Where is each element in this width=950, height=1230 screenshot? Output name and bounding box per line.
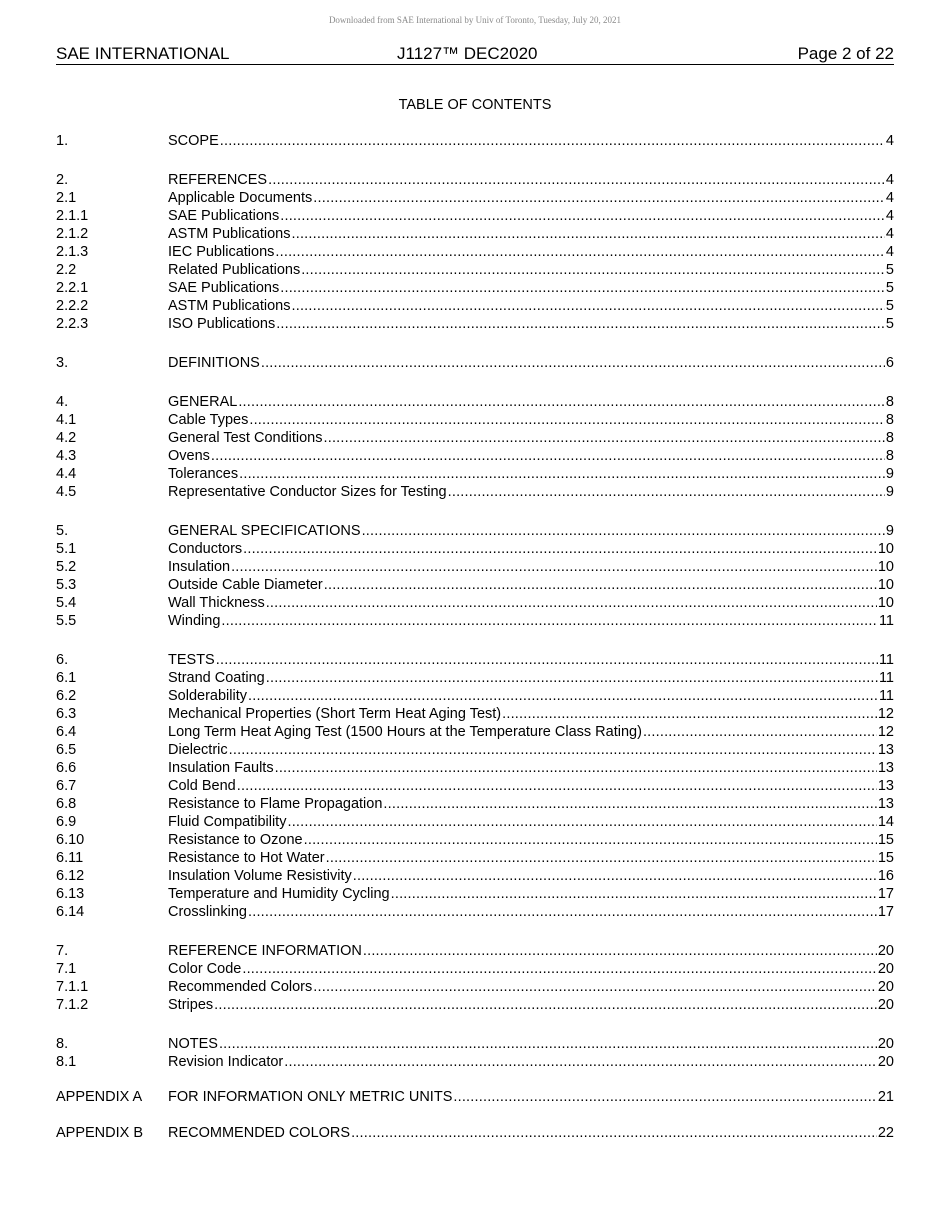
toc-entry-line	[168, 978, 894, 996]
toc-dot-leader	[324, 576, 877, 594]
toc-entry-number: 4.4	[56, 466, 77, 482]
toc-dot-leader	[248, 687, 878, 705]
toc-entry-line	[168, 297, 894, 315]
toc-entry	[56, 540, 894, 558]
toc-entry-number: APPENDIX B	[56, 1125, 144, 1141]
toc-entry-page: 22	[877, 1125, 894, 1141]
toc-entry-page: 8	[885, 430, 894, 446]
toc-entry-title: Tolerances	[168, 466, 239, 482]
toc-entry-title: SCOPE	[168, 133, 219, 149]
toc-entry	[56, 687, 894, 705]
toc-dot-leader	[231, 558, 877, 576]
toc-entry-number: 6.14	[56, 904, 85, 920]
toc-entry-page: 15	[877, 850, 894, 866]
toc-entry-number: 6.	[56, 652, 69, 668]
toc-entry-number: 5.1	[56, 541, 77, 557]
toc-dot-leader	[351, 1124, 877, 1142]
toc-entry-page: 5	[885, 262, 894, 278]
toc-entry	[56, 777, 894, 795]
toc-entry-line	[168, 795, 894, 813]
toc-dot-leader	[313, 978, 877, 996]
toc-entry	[56, 558, 894, 576]
toc-dot-leader	[643, 723, 877, 741]
toc-dot-leader	[238, 393, 885, 411]
toc-entry-title: Outside Cable Diameter	[168, 577, 323, 593]
toc-entry-title: Recommended Colors	[168, 979, 313, 995]
toc-entry-number: 4.5	[56, 484, 77, 500]
toc-entry-line	[168, 849, 894, 867]
toc-entry-line	[168, 759, 894, 777]
toc-dot-leader	[214, 996, 877, 1014]
toc-entry-line	[168, 723, 894, 741]
toc-entry-line	[168, 225, 894, 243]
toc-entry-title: Conductors	[168, 541, 243, 557]
toc-entry-line	[168, 447, 894, 465]
toc-entry	[56, 522, 894, 540]
toc-entry	[56, 795, 894, 813]
toc-entry	[56, 594, 894, 612]
toc-dot-leader	[220, 132, 885, 150]
toc-entry-number: 2.2.2	[56, 298, 89, 314]
toc-entry-title: Color Code	[168, 961, 242, 977]
toc-entry-page: 4	[885, 133, 894, 149]
toc-dot-leader	[248, 903, 877, 921]
toc-dot-leader	[243, 540, 877, 558]
toc-entry-title: FOR INFORMATION ONLY METRIC UNITS	[168, 1089, 453, 1105]
toc-entry	[56, 705, 894, 723]
toc-entry	[56, 612, 894, 630]
toc-entry-page: 6	[885, 355, 894, 371]
toc-entry-line	[168, 669, 894, 687]
toc-entry-page: 10	[877, 577, 894, 593]
toc-entry-title: GENERAL	[168, 394, 238, 410]
toc-entry	[56, 978, 894, 996]
toc-entry-page: 10	[877, 559, 894, 575]
toc-dot-leader	[216, 651, 878, 669]
toc-entry	[56, 315, 894, 333]
toc-entry-line	[168, 741, 894, 759]
toc-entry-number: APPENDIX A	[56, 1089, 143, 1105]
toc-entry-line	[168, 315, 894, 333]
toc-entry-line	[168, 354, 894, 372]
toc-entry-page: 11	[878, 670, 894, 686]
toc-dot-leader	[266, 594, 877, 612]
toc-dot-leader	[242, 960, 877, 978]
toc-entry-page: 11	[878, 688, 894, 704]
toc-entry-line	[168, 1124, 894, 1142]
toc-entry-title: Fluid Compatibility	[168, 814, 287, 830]
toc-entry-title: Dielectric	[168, 742, 228, 758]
toc-entry	[56, 903, 894, 921]
toc-entry-line	[168, 867, 894, 885]
toc-entry	[56, 867, 894, 885]
toc-dot-leader	[362, 522, 885, 540]
toc-entry	[56, 243, 894, 261]
toc-entry-title: Resistance to Hot Water	[168, 850, 325, 866]
toc-entry-line	[168, 831, 894, 849]
toc-entry-number: 2.2	[56, 262, 77, 278]
toc-dot-leader	[239, 465, 885, 483]
toc-entry-line	[168, 171, 894, 189]
toc-entry-number: 7.	[56, 943, 69, 959]
toc-entry	[56, 942, 894, 960]
toc-dot-leader	[292, 225, 885, 243]
toc-entry-line	[168, 1035, 894, 1053]
header-organization: SAE INTERNATIONAL	[56, 44, 230, 63]
toc-entry	[56, 483, 894, 501]
toc-entry-line	[168, 393, 894, 411]
toc-dot-leader	[292, 297, 885, 315]
toc-entry-page: 4	[885, 226, 894, 242]
toc-entry-page: 11	[878, 652, 894, 668]
toc-entry	[56, 207, 894, 225]
toc-entry-page: 13	[877, 742, 894, 758]
toc-dot-leader	[219, 1035, 877, 1053]
toc-entry-number: 2.1	[56, 190, 77, 206]
toc-entry-title: TESTS	[168, 652, 215, 668]
toc-entry-line	[168, 960, 894, 978]
toc-entry-title: Cold Bend	[168, 778, 236, 794]
toc-entry	[56, 996, 894, 1014]
toc-dot-leader	[211, 447, 885, 465]
toc-entry-title: Wall Thickness	[168, 595, 265, 611]
toc-entry-number: 5.3	[56, 577, 77, 593]
toc-entry	[56, 831, 894, 849]
toc-entry-line	[168, 189, 894, 207]
toc-entry	[56, 393, 894, 411]
table-of-contents	[56, 132, 894, 1142]
toc-entry-title: Winding	[168, 613, 221, 629]
toc-entry-number: 6.10	[56, 832, 85, 848]
toc-entry-page: 14	[877, 814, 894, 830]
toc-entry-title: Temperature and Humidity Cycling	[168, 886, 390, 902]
toc-dot-leader	[453, 1088, 876, 1106]
toc-entry-page: 9	[885, 466, 894, 482]
toc-entry-line	[168, 996, 894, 1014]
toc-entry	[56, 171, 894, 189]
toc-entry-title: ISO Publications	[168, 316, 276, 332]
toc-entry-line	[168, 465, 894, 483]
toc-entry-page: 20	[877, 979, 894, 995]
toc-entry	[56, 576, 894, 594]
toc-entry-number: 5.4	[56, 595, 77, 611]
toc-entry-page: 10	[877, 541, 894, 557]
toc-entry	[56, 411, 894, 429]
toc-entry	[56, 651, 894, 669]
toc-dot-leader	[284, 1053, 877, 1071]
toc-entry-title: Revision Indicator	[168, 1054, 284, 1070]
toc-dot-leader	[287, 813, 876, 831]
toc-entry-line	[168, 885, 894, 903]
toc-entry	[56, 723, 894, 741]
toc-entry-page: 17	[877, 886, 894, 902]
toc-entry-page: 5	[885, 280, 894, 296]
toc-entry-page: 13	[877, 796, 894, 812]
toc-entry-title: Related Publications	[168, 262, 301, 278]
toc-entry	[56, 813, 894, 831]
toc-entry-line	[168, 261, 894, 279]
toc-entry-page: 12	[877, 706, 894, 722]
toc-entry-line	[168, 483, 894, 501]
toc-entry-number: 4.2	[56, 430, 77, 446]
header-document-id: J1127™ DEC2020	[397, 44, 538, 63]
toc-entry-title: Ovens	[168, 448, 210, 464]
toc-dot-leader	[301, 261, 885, 279]
toc-entry-line	[168, 132, 894, 150]
toc-entry-number: 6.8	[56, 796, 77, 812]
toc-entry	[56, 1035, 894, 1053]
toc-entry-title: Stripes	[168, 997, 214, 1013]
toc-entry	[56, 354, 894, 372]
toc-entry-page: 20	[877, 943, 894, 959]
toc-entry	[56, 1088, 894, 1106]
toc-dot-leader	[502, 705, 877, 723]
toc-entry-title: Insulation Faults	[168, 760, 274, 776]
toc-dot-leader	[266, 669, 878, 687]
toc-entry-number: 3.	[56, 355, 69, 371]
toc-dot-leader	[275, 759, 877, 777]
toc-entry-title: SAE Publications	[168, 208, 280, 224]
toc-entry-title: REFERENCE INFORMATION	[168, 943, 362, 959]
toc-dot-leader	[237, 777, 877, 795]
toc-entry-page: 11	[878, 613, 894, 629]
toc-entry-page: 21	[877, 1089, 894, 1105]
toc-entry	[56, 465, 894, 483]
toc-dot-leader	[261, 354, 885, 372]
toc-entry-page: 13	[877, 778, 894, 794]
toc-entry-number: 6.6	[56, 760, 77, 776]
toc-entry-page: 8	[885, 448, 894, 464]
toc-entry	[56, 261, 894, 279]
toc-entry-number: 6.13	[56, 886, 85, 902]
toc-entry-page: 13	[877, 760, 894, 776]
toc-entry-number: 4.	[56, 394, 69, 410]
toc-entry-line	[168, 411, 894, 429]
toc-entry	[56, 297, 894, 315]
toc-dot-leader	[229, 741, 877, 759]
toc-entry-number: 8.	[56, 1036, 69, 1052]
toc-dot-leader	[313, 189, 885, 207]
toc-entry-number: 4.3	[56, 448, 77, 464]
toc-entry-line	[168, 540, 894, 558]
toc-entry-line	[168, 1088, 894, 1106]
toc-entry	[56, 759, 894, 777]
toc-entry-number: 5.	[56, 523, 69, 539]
toc-entry-title: Insulation	[168, 559, 231, 575]
toc-entry-line	[168, 522, 894, 540]
toc-entry-title: Resistance to Ozone	[168, 832, 303, 848]
toc-entry-line	[168, 687, 894, 705]
toc-dot-leader	[391, 885, 877, 903]
toc-dot-leader	[275, 243, 885, 261]
toc-entry-line	[168, 558, 894, 576]
toc-entry-line	[168, 651, 894, 669]
toc-entry-number: 2.2.1	[56, 280, 89, 296]
toc-entry-title: ASTM Publications	[168, 226, 291, 242]
toc-entry-title: Long Term Heat Aging Test (1500 Hours at the Temperature Class Rating)	[168, 724, 642, 740]
toc-entry-title: ASTM Publications	[168, 298, 291, 314]
toc-entry-number: 6.9	[56, 814, 77, 830]
toc-entry-page: 4	[885, 190, 894, 206]
toc-entry-title: DEFINITIONS	[168, 355, 260, 371]
toc-entry-line	[168, 1053, 894, 1071]
toc-entry-page: 17	[877, 904, 894, 920]
toc-entry-page: 20	[877, 997, 894, 1013]
toc-dot-leader	[326, 849, 877, 867]
download-watermark: Downloaded from SAE International by Univ of Toronto, Tuesday, July 20, 2021	[328, 15, 622, 25]
toc-entry-number: 2.1.3	[56, 244, 89, 260]
toc-entry	[56, 189, 894, 207]
toc-entry-title: REFERENCES	[168, 172, 268, 188]
toc-entry-page: 20	[877, 1036, 894, 1052]
toc-entry-title: SAE Publications	[168, 280, 280, 296]
toc-entry-line	[168, 429, 894, 447]
toc-entry-page: 8	[885, 412, 894, 428]
toc-entry-number: 7.1	[56, 961, 77, 977]
toc-entry-number: 5.5	[56, 613, 77, 629]
toc-entry-page: 4	[885, 172, 894, 188]
toc-dot-leader	[280, 207, 885, 225]
toc-entry-number: 5.2	[56, 559, 77, 575]
toc-entry-line	[168, 576, 894, 594]
toc-entry	[56, 447, 894, 465]
toc-entry	[56, 849, 894, 867]
toc-entry	[56, 225, 894, 243]
toc-dot-leader	[353, 867, 877, 885]
toc-entry-number: 6.5	[56, 742, 77, 758]
toc-entry-page: 4	[885, 244, 894, 260]
toc-dot-leader	[363, 942, 877, 960]
toc-entry-line	[168, 942, 894, 960]
toc-entry-page: 20	[877, 961, 894, 977]
toc-entry-number: 2.2.3	[56, 316, 89, 332]
toc-entry-title: Mechanical Properties (Short Term Heat Aging Test)	[168, 706, 502, 722]
toc-entry-title: Applicable Documents	[168, 190, 313, 206]
toc-entry	[56, 1124, 894, 1142]
toc-entry-line	[168, 813, 894, 831]
toc-entry-page: 9	[885, 523, 894, 539]
toc-entry-line	[168, 594, 894, 612]
toc-dot-leader	[448, 483, 885, 501]
toc-dot-leader	[268, 171, 885, 189]
header-page-number: Page 2 of 22	[797, 44, 894, 63]
toc-entry-page: 4	[885, 208, 894, 224]
toc-entry-number: 6.2	[56, 688, 77, 704]
toc-entry-number: 8.1	[56, 1054, 77, 1070]
toc-entry-number: 1.	[56, 133, 69, 149]
toc-dot-leader	[221, 612, 878, 630]
toc-entry	[56, 429, 894, 447]
toc-entry-line	[168, 705, 894, 723]
toc-entry	[56, 1053, 894, 1071]
toc-entry-title: Solderability	[168, 688, 247, 704]
toc-dot-leader	[249, 411, 885, 429]
toc-dot-leader	[383, 795, 876, 813]
toc-entry-number: 7.1.1	[56, 979, 89, 995]
toc-entry-page: 20	[877, 1054, 894, 1070]
toc-entry-title: RECOMMENDED COLORS	[168, 1125, 351, 1141]
toc-entry-number: 2.1.2	[56, 226, 89, 242]
toc-entry-page: 5	[885, 316, 894, 332]
toc-entry-page: 8	[885, 394, 894, 410]
toc-entry-title: Insulation Volume Resistivity	[168, 868, 352, 884]
toc-entry	[56, 960, 894, 978]
page-header	[56, 44, 894, 65]
toc-entry-number: 6.7	[56, 778, 77, 794]
toc-entry-number: 6.3	[56, 706, 77, 722]
toc-entry-title: General Test Conditions	[168, 430, 323, 446]
toc-entry-number: 2.	[56, 172, 69, 188]
toc-entry-page: 10	[877, 595, 894, 611]
toc-entry-line	[168, 243, 894, 261]
toc-entry	[56, 669, 894, 687]
toc-entry-line	[168, 279, 894, 297]
toc-entry	[56, 885, 894, 903]
toc-entry-page: 12	[877, 724, 894, 740]
toc-dot-leader	[276, 315, 885, 333]
toc-entry	[56, 279, 894, 297]
toc-entry-line	[168, 777, 894, 795]
toc-entry-page: 15	[877, 832, 894, 848]
toc-entry-page: 5	[885, 298, 894, 314]
toc-entry-page: 9	[885, 484, 894, 500]
toc-entry-number: 6.12	[56, 868, 85, 884]
toc-entry-number: 7.1.2	[56, 997, 89, 1013]
toc-entry-title: IEC Publications	[168, 244, 275, 260]
toc-entry-title: GENERAL SPECIFICATIONS	[168, 523, 361, 539]
toc-entry-page: 16	[877, 868, 894, 884]
toc-dot-leader	[304, 831, 877, 849]
toc-entry-number: 2.1.1	[56, 208, 89, 224]
toc-title: TABLE OF CONTENTS	[398, 97, 552, 113]
toc-entry-title: NOTES	[168, 1036, 218, 1052]
toc-entry-number: 6.1	[56, 670, 77, 686]
toc-entry-line	[168, 903, 894, 921]
toc-entry-title: Cable Types	[168, 412, 249, 428]
toc-entry-title: Resistance to Flame Propagation	[168, 796, 383, 812]
toc-dot-leader	[280, 279, 885, 297]
toc-entry-line	[168, 612, 894, 630]
toc-entry-line	[168, 207, 894, 225]
toc-entry	[56, 741, 894, 759]
toc-entry-title: Crosslinking	[168, 904, 247, 920]
toc-entry-number: 6.4	[56, 724, 77, 740]
toc-dot-leader	[324, 429, 885, 447]
toc-entry	[56, 132, 894, 150]
toc-entry-number: 4.1	[56, 412, 77, 428]
toc-entry-title: Representative Conductor Sizes for Testing	[168, 484, 447, 500]
toc-entry-title: Strand Coating	[168, 670, 265, 686]
toc-entry-number: 6.11	[56, 850, 84, 866]
